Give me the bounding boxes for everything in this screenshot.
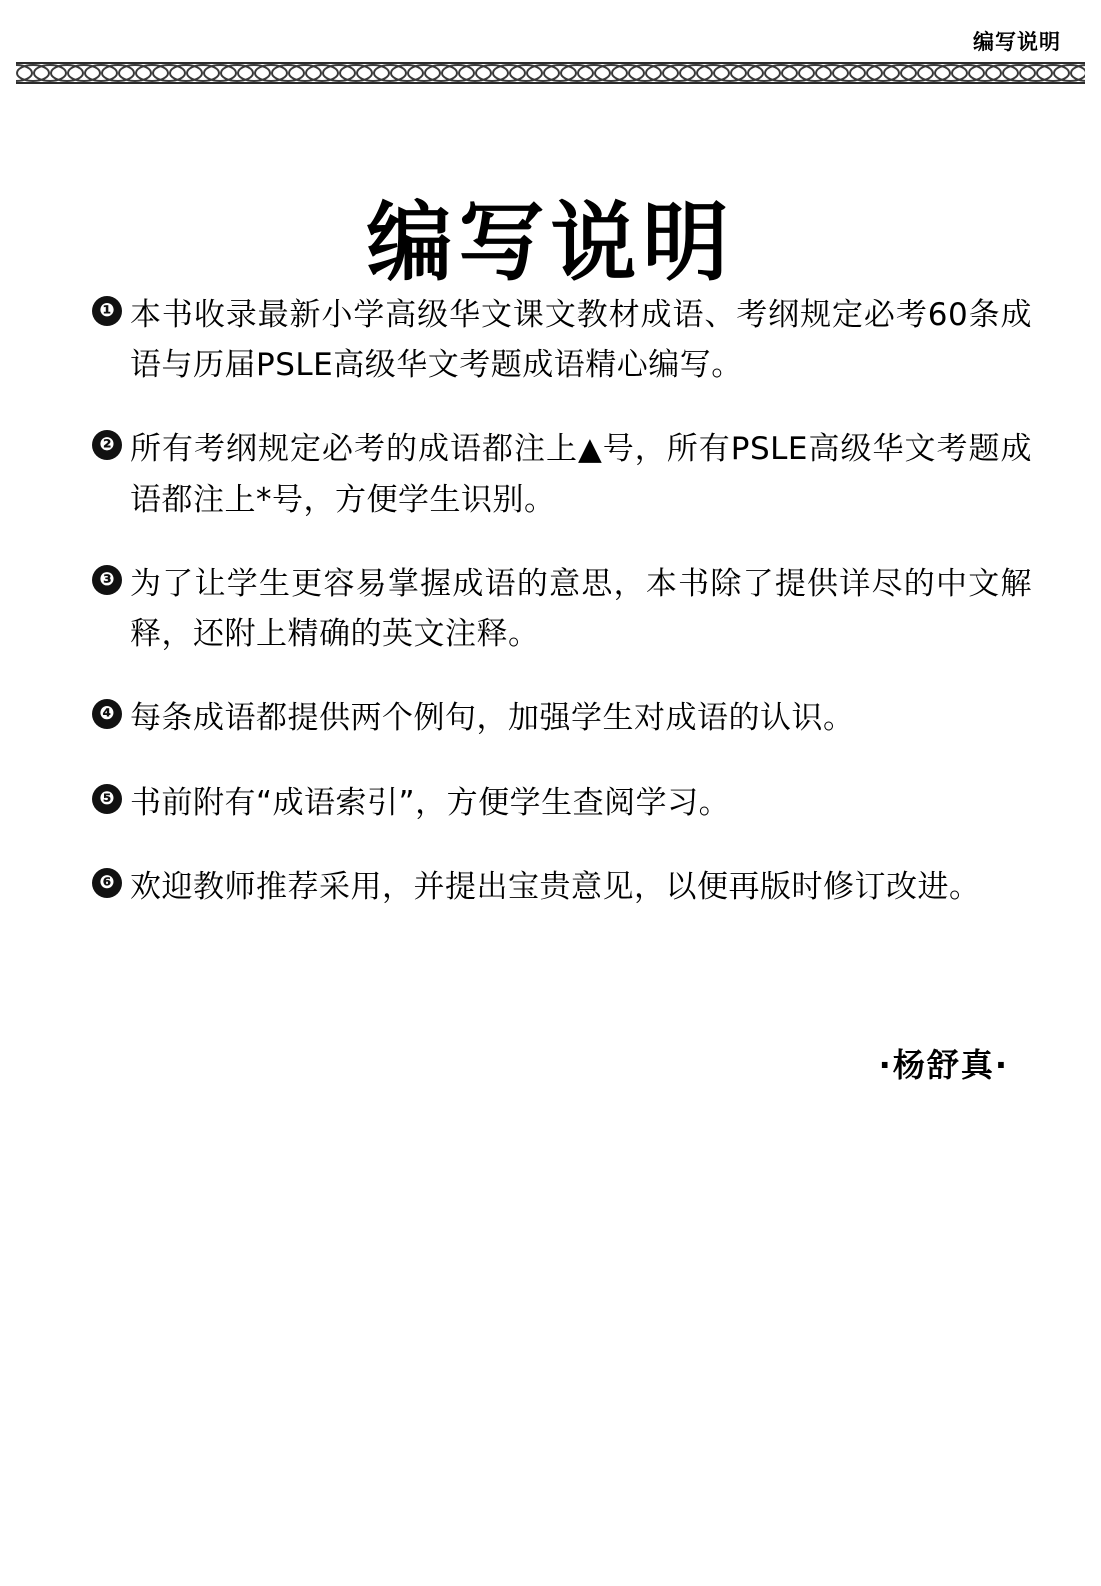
list-item-text-6: 欢迎教师推荐采用，并提出宝贵意见，以便再版时修订改进。 [130,868,981,905]
list-marker-1: ❶ [92,296,122,326]
list-marker-5: ❺ [92,784,122,814]
list-item [92,693,1032,743]
running-head: 编写说明 [973,30,1061,54]
list-item-text-4: 每条成语都提供两个例句，加强学生对成语的认识。 [130,700,855,737]
list-item-text-3: 为了让学生更容易掌握成语的意思，本书除了提供详尽的中文解释，还附上精确的英文注释。 [130,565,1032,653]
rule-line-bottom [16,82,1085,84]
list-item [92,559,1032,659]
list-marker-3: ❸ [92,565,122,595]
list-item [92,424,1032,524]
list-item-text-1: 本书收录最新小学高级华文课文教材成语、考纲规定必考60条成语与历届PSLE高级华文考题成语精心编写。 [130,297,1032,384]
list-item-text-2: 所有考纲规定必考的成语都注上▲号，所有PSLE高级华文考题成语都注上*号，方便学生识别。 [130,431,1032,518]
list-item [92,290,1032,390]
list-item [92,778,1032,828]
list-marker-6: ❻ [92,868,122,898]
list-item [92,862,1032,912]
chain-ornament-rule [16,62,1085,84]
list-item-text-5: 书前附有“成语索引”，方便学生查阅学习。 [130,784,731,821]
list-marker-4: ❹ [92,699,122,729]
page-title: 编写说明 [366,192,735,293]
author-signature: ·杨舒真· [878,1046,1009,1084]
list-marker-2: ❷ [92,430,122,460]
notes-list [92,290,1032,946]
chain-pattern-icon [16,63,1085,83]
